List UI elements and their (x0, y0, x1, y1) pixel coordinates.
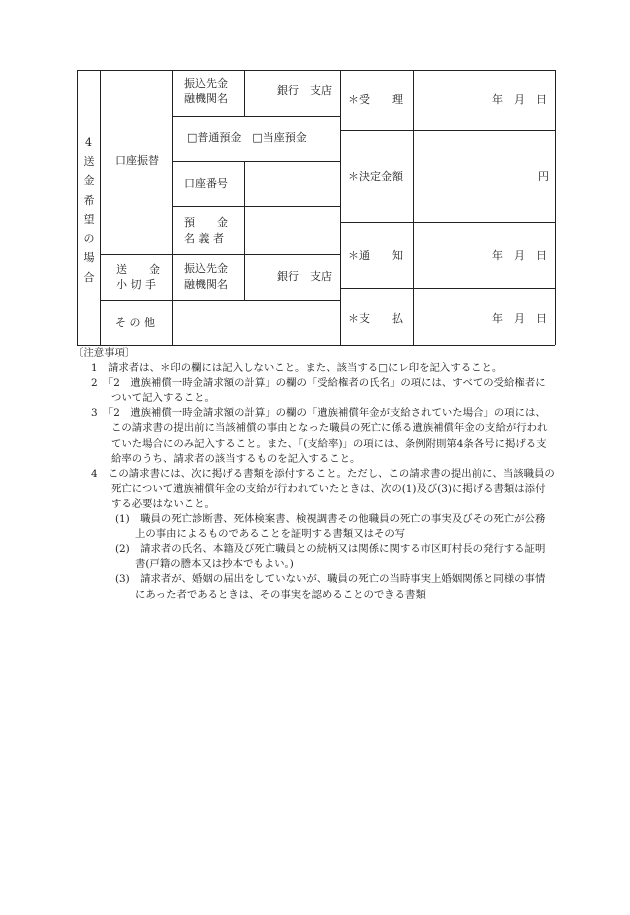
furikomi2-label-1: 振込先金 (184, 262, 228, 275)
row-divider (172, 116, 340, 117)
section-title: 送金希望の場合 (83, 155, 95, 284)
table-border-top (77, 70, 555, 71)
table-border-left (77, 70, 78, 345)
note-item: 2 「2 遺族補償一時金請求額の計算」の欄の「受給権者の氏名」の項には、すべての受給権者について記入すること。 (91, 377, 546, 405)
note-subitem: (1) 職員の死亡診断書、死体検案書、検視調書その他職員の死亡の事実及びその死亡が公務上の事由によるものであることを証明する書類又はその写 (115, 513, 546, 541)
furikomi2-label-2: 融機関名 (184, 278, 228, 291)
bank-branch-field-2: 銀行 支店 (277, 270, 332, 283)
kettei-yen: 円 (538, 170, 549, 183)
shiharai-label: ＊支 払 (348, 312, 403, 325)
note-subitem: (3) 請求者が、婚姻の届出をしていないが、職員の死亡の当時事実上婚姻関係と同様の事情にあった者であるときは、その事実を認めることのできる書類 (115, 573, 546, 601)
juri-date: 年 月 日 (492, 93, 547, 106)
row-divider (172, 206, 340, 207)
juri-label: ＊受 理 (348, 93, 403, 106)
yokin-label-1: 預 金 (184, 216, 228, 229)
row-divider (340, 130, 555, 131)
note-item: 4 この請求書には、次に掲げる書類を添付すること。ただし、この請求書の提出前に、当該職員の死亡について遺族補償年金の支給が行われていたときは、次の(1)及び(3)に掲げる書類は添付する必要はないこと。 (91, 467, 555, 510)
soukin-label-1: 送 金 (116, 263, 160, 276)
section-number: 4 (85, 136, 92, 149)
col-divider (244, 70, 245, 116)
note-subitem: (2) 請求者の氏名、本籍及び死亡職員との続柄又は関係に関する市区町村長の発行する証明書(戸籍の謄本又は抄本でもよい。) (115, 543, 546, 571)
yokin-label-2: 名 義 者 (184, 232, 224, 245)
form-table (0, 0, 630, 345)
bank-branch-field: 銀行 支店 (277, 84, 332, 97)
notes-heading: 〔注意事項〕 (73, 347, 136, 359)
soukin-label-2: 小 切 手 (116, 278, 156, 291)
row-divider (172, 161, 340, 162)
col-divider (340, 70, 341, 345)
notes-section (73, 346, 555, 603)
note-item: 1 請求者は、＊印の欄には記入しないこと。また、該当する□にレ印を記入すること。 (91, 362, 503, 375)
row-divider (340, 222, 555, 223)
furikomi-label-2: 融機関名 (184, 92, 228, 105)
sonota-label: そ の 他 (115, 316, 155, 329)
col-divider (100, 70, 101, 345)
deposit-type-field: □普通預金 □当座預金 (187, 131, 307, 144)
row-divider (340, 288, 555, 289)
col-divider (413, 70, 414, 345)
table-border-right (555, 70, 556, 345)
row-divider (100, 254, 340, 255)
account-number-label: 口座番号 (184, 177, 228, 190)
col-divider (172, 70, 173, 345)
shiharai-date: 年 月 日 (492, 312, 547, 325)
tsuchi-label: ＊通 知 (348, 249, 403, 262)
kettei-label: ＊決定金額 (348, 170, 403, 183)
koza-furikae-label: 口座振替 (115, 154, 159, 167)
furikomi-label-1: 振込先金 (184, 77, 228, 90)
col-divider (244, 161, 245, 300)
note-item: 3 「2 遺族補償一時金請求額の計算」の欄の「遺族補償年金が支給されていた場合」の項には、この請求書の提出前に当該補償の事由となった職員の死亡に係る遺族補償年金の支給が行われていた場合にのみ記入すること。また、「(支給率)」の項には、条例附則第4条各号に掲げる支給率のうち、請求者の該当するものを記入すること。 (91, 407, 548, 465)
tsuchi-date: 年 月 日 (492, 249, 547, 262)
row-divider (100, 300, 340, 301)
